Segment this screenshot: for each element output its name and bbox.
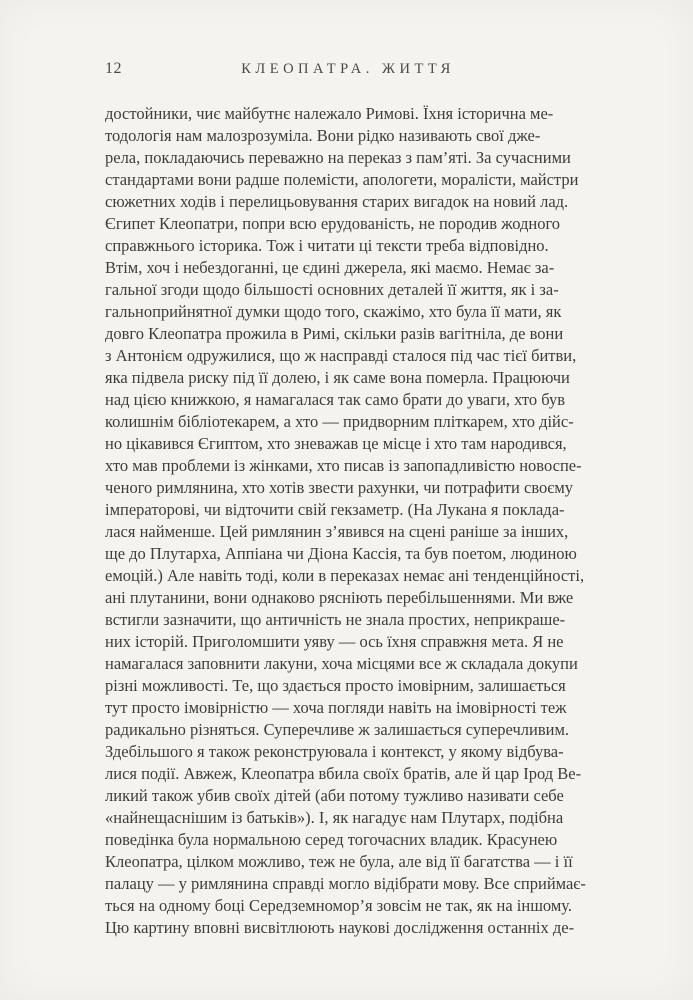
body-text — [105, 103, 591, 939]
body-text-line: но цікавився Єгиптом, хто зневажав це місце і хто там народився, — [105, 434, 567, 453]
body-text-line: ликий також убив своїх дітей (аби потому тужливо називати себе — [105, 786, 564, 805]
body-text-line: встигли зазначити, що античність не знала простих, неприкраше- — [105, 610, 566, 629]
body-text-line: тут просто імовірністю — хоча погляди навіть на імовірності теж — [105, 698, 567, 717]
body-text-line: достойники, чиє майбутнє належало Римові. Їхня історична ме- — [105, 104, 554, 123]
body-text-line: різні можливості. Те, що здається просто імовірним, залишається — [105, 676, 566, 695]
body-text-line: гальноприйнятної думки щодо того, скажімо, хто була її мати, як — [105, 302, 562, 321]
body-text-line: ще до Плутарха, Аппіана чи Діона Кассія, та був поетом, людиною — [105, 544, 577, 563]
body-text-line: «найнещаснішим із батьків»). І, як нагадує нам Плутарх, подібна — [105, 808, 564, 827]
body-text-line: Клеопатра, цілком можливо, теж не була, але від її багатства — і її — [105, 852, 573, 871]
body-text-line: хто мав проблеми із жінками, хто писав із запопадливістю новоспе- — [105, 456, 582, 475]
body-text-line: над цією книжкою, я намагалася так само брати до уваги, хто був — [105, 390, 566, 409]
body-text-line: рела, покладаючись переважно на переказ з пам’яті. За сучасними — [105, 148, 571, 167]
body-text-line: емоцій.) Але навіть тоді, коли в переказах немає ані тенденційності, — [105, 566, 585, 585]
body-text-line: яка підвела риску під її долею, і як саме вона померла. Працюючи — [105, 368, 570, 387]
page-header — [105, 60, 591, 82]
body-text-line: поведінка була нормальною серед тогочасних владик. Красунею — [105, 830, 558, 849]
body-text-line: Цю картину вповні висвітлюють наукові дослідження останніх де- — [105, 918, 575, 937]
body-text-line: ані плутанини, вони однаково рясніють перебільшеннями. Ми вже — [105, 588, 574, 607]
body-text-line: справжнього історика. Тож і читати ці тексти треба відповідно. — [105, 236, 549, 255]
body-text-line: стандартами вони радше полемісти, апологети, моралісти, майстри — [105, 170, 579, 189]
body-text-line: довго Клеопатра прожила в Римі, скільки разів вагітніла, де вони — [105, 324, 564, 343]
body-text-line: палацу — у римлянина справді могло відібрати мову. Все сприймає- — [105, 874, 586, 893]
body-text-line: лася найменше. Цей римлянин з’явився на сцені раніше за інших, — [105, 522, 569, 541]
body-text-line: Єгипет Клеопатри, попри всю ерудованість, не породив жодного — [105, 214, 561, 233]
body-text-line: них історій. Приголомшити уяву — ось їхня справжня мета. Я не — [105, 632, 564, 651]
body-text-line: лися події. Авжеж, Клеопатра вбила своїх братів, але й цар Ірод Ве- — [105, 764, 582, 783]
body-text-line: тодологія нам малозрозуміла. Вони рідко називають свої дже- — [105, 126, 541, 145]
body-text-line: радикально різняться. Суперечливе ж залишається суперечливим. — [105, 720, 570, 739]
body-text-line: з Антонієм одружилися, що ж насправді сталося під час тієї битви, — [105, 346, 577, 365]
page-number: 12 — [105, 60, 122, 77]
body-text-line: імператорові, чи відточити свій гекзаметр. (На Лукана я поклада- — [105, 500, 565, 519]
body-text-line: намагалася заповнити лакуни, хоча місцями все ж складала докупи — [105, 654, 578, 673]
body-text-line: гальної згоди щодо більшості основних деталей її життя, як і за- — [105, 280, 559, 299]
body-text-line: Втім, хоч і небездоганні, це єдині джерела, які маємо. Немає за- — [105, 258, 555, 277]
body-text-line: Здебільшого я також реконструювала і контекст, у якому відбува- — [105, 742, 564, 761]
body-text-line: сюжетних ходів і перелицьовування старих вигадок на новий лад. — [105, 192, 569, 211]
body-text-line: ченого римлянина, хто хотів звести рахунки, чи потрафити своєму — [105, 478, 574, 497]
body-text-line: ться на одному боці Середземномор’я зовсім не так, як на іншому. — [105, 896, 573, 915]
body-text-line: колишнім бібліотекарем, а хто — придворним пліткарем, хто дійс- — [105, 412, 574, 431]
running-title: КЛЕОПАТРА. ЖИТТЯ — [241, 61, 455, 77]
